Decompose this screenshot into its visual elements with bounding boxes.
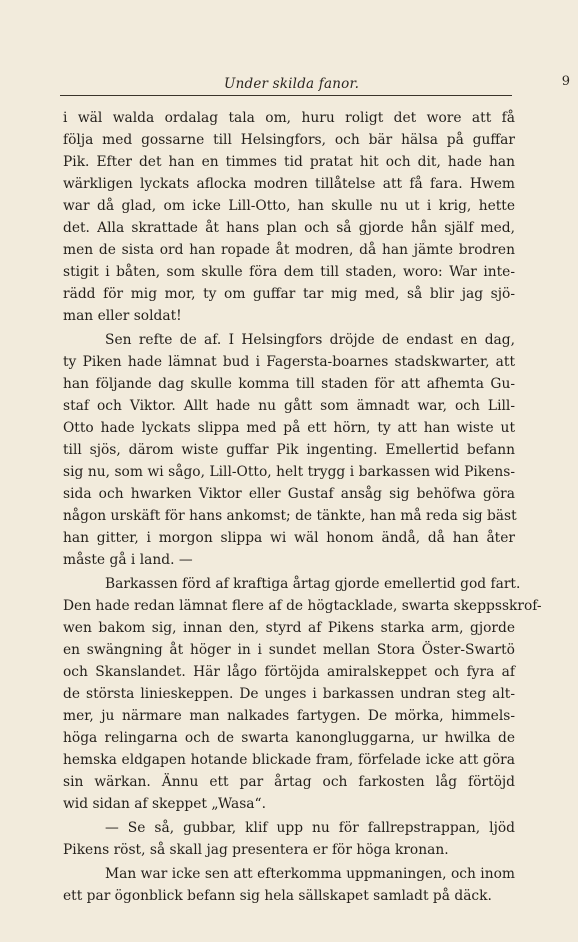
page-number: 9 (561, 74, 570, 89)
text-line: och Skanslandet. Här lågo förtöjda amiralskeppet och fyra af (63, 664, 515, 680)
text-line: mer, ju närmare man nalkades fartygen. De mörka, himmels- (63, 708, 515, 724)
text-line: en swängning åt höger in i sundet mellan Stora Öster-Swartö (63, 642, 515, 658)
text-line: någon urskäft för hans ankomst; de tänkte, han må reda sig bäst (63, 508, 517, 524)
text-line: måste gå i land. — (63, 552, 193, 568)
text-line: war då glad, om icke Lill-Otto, han skulle nu ut i krig, hette (63, 198, 515, 214)
text-line: hemska eldgapen hotande blickade fram, förfelade icke att göra (63, 752, 515, 768)
text-line: sin wärkan. Ännu ett par årtag och farkosten låg förtöjd (63, 774, 515, 790)
text-line: Sen refte de af. I Helsingfors dröjde de endast en dag, (105, 332, 515, 348)
text-line: i wäl walda ordalag tala om, huru roligt det wore att få (63, 110, 515, 126)
text-line: de största linieskeppen. De unges i barkassen undran steg alt- (63, 686, 515, 702)
text-line: till sjös, därom wiste guffar Pik ingenting. Emellertid befann (63, 442, 515, 458)
text-line: höga relingarna och de swarta kanongluggarna, ur hwilka de (63, 730, 515, 746)
text-line: han följande dag skulle komma till staden för att afhemta Gu- (63, 376, 515, 392)
text-line: wärkligen lyckats aflocka modren tillåtelse att få fara. Hwem (63, 176, 515, 192)
text-line: det. Alla skrattade åt hans plan och så gjorde hån själf med, (63, 220, 515, 236)
text-line: Barkassen förd af kraftiga årtag gjorde emellertid god fart. (105, 576, 521, 592)
text-line: — Se så, gubbar, klif upp nu för fallrepstrappan, ljöd (105, 820, 515, 836)
text-line: sida och hwarken Viktor eller Gustaf ansåg sig behöfwa göra (63, 486, 515, 502)
page-header (60, 70, 570, 94)
text-line: ty Piken hade lämnat bud i Fagersta-boarnes stadskwarter, att (63, 354, 515, 370)
text-line: följa med gossarne till Helsingfors, och bär hälsa på guffar (63, 132, 515, 148)
text-line: ett par ögonblick befann sig hela sällskapet samladt på däck. (63, 888, 492, 904)
text-line: sig nu, som wi sågo, Lill-Otto, helt trygg i barkassen wid Pikens- (63, 464, 515, 480)
text-line: staf och Viktor. Allt hade nu gått som ämnadt war, och Lill- (63, 398, 515, 414)
text-line: rädd för mig mor, ty om guffar tar mig med, så blir jag sjö- (63, 286, 515, 302)
running-title: Under skilda fanor. (224, 76, 360, 92)
text-line: han gitter, i morgon slippa wi wäl honom ändå, då han åter (63, 530, 515, 546)
header-rule (60, 95, 512, 96)
text-line: Pikens röst, så skall jag presentera er för höga kronan. (63, 842, 449, 858)
text-line: man eller soldat! (63, 308, 182, 324)
text-line: Man war icke sen att efterkomma uppmaningen, och inom (105, 866, 515, 882)
text-line: wen bakom sig, innan den, styrd af Pikens starka arm, gjorde (63, 620, 515, 636)
text-line: men de sista ord han ropade åt modren, då han jämte brodren (63, 242, 515, 258)
text-line: wid sidan af skeppet „Wasa“. (63, 796, 266, 812)
text-line: stigit i båten, som skulle föra dem till staden, woro: War inte- (63, 264, 515, 280)
text-line: Otto hade lyckats slippa med på ett hörn, ty att han wiste ut (63, 420, 515, 436)
text-line: Den hade redan lämnat flere af de högtacklade, swarta skeppsskrof- (63, 598, 542, 614)
text-line: Pik. Efter det han en timmes tid pratat hit och dit, hade han (63, 154, 515, 170)
